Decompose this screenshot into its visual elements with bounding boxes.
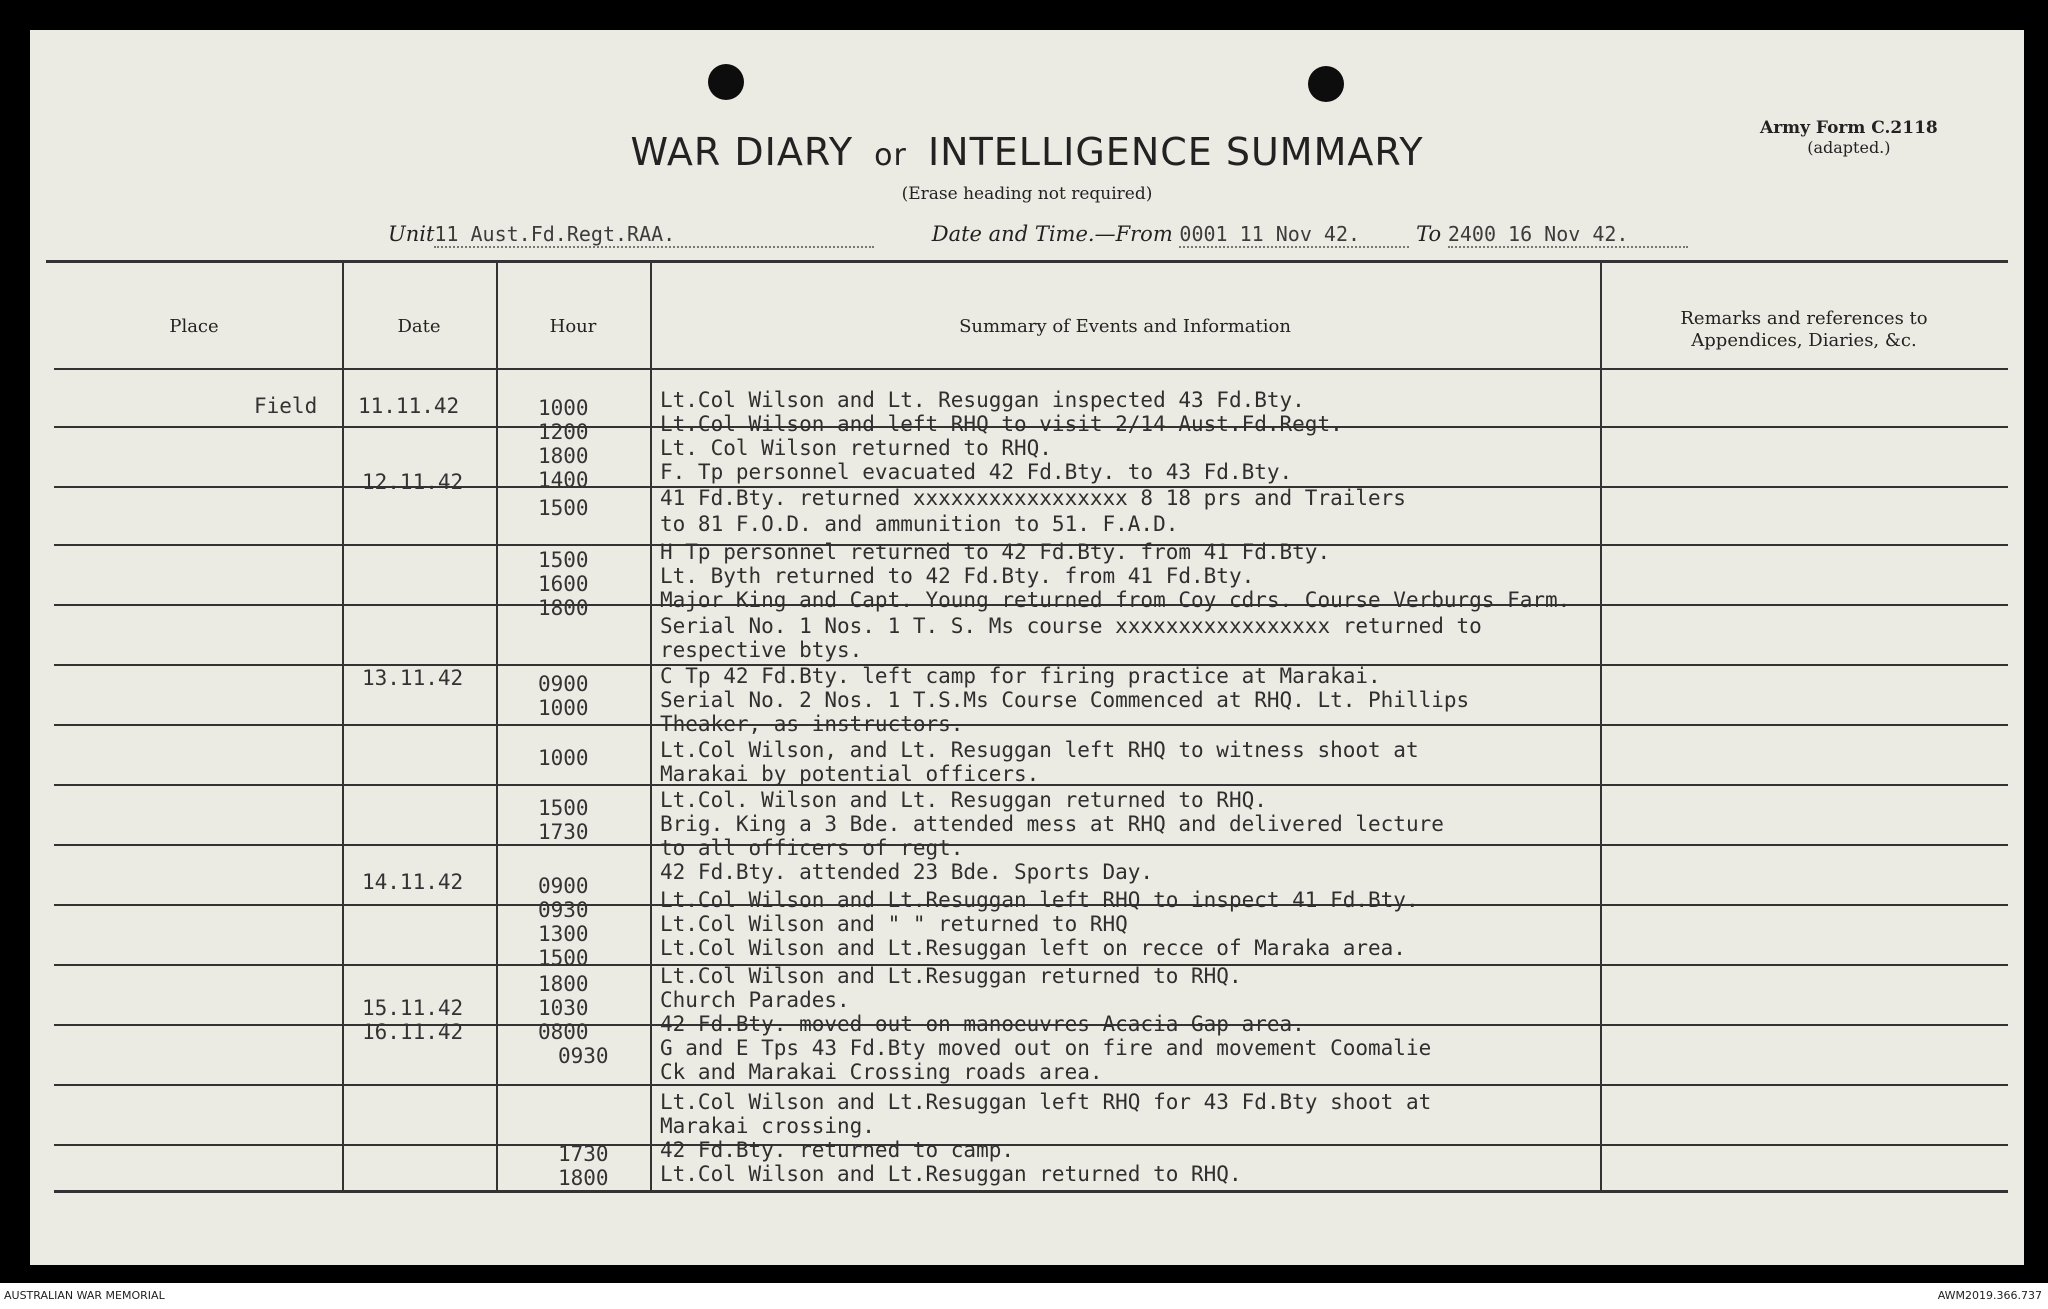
hour-cell: 1730 (558, 1142, 609, 1166)
page-title (30, 130, 2024, 174)
summary-line: Church Parades. (660, 988, 850, 1012)
col-rule (1600, 260, 1602, 1190)
row-rule (54, 844, 2008, 846)
unit-value: 11 Aust.Fd.Regt.RAA. (434, 222, 676, 246)
date-to-value: 2400 16 Nov 42. (1447, 222, 1629, 246)
col-rule (650, 260, 652, 1190)
hour-cell: 1000 (538, 396, 589, 420)
summary-line: Lt.Col Wilson and left RHQ to visit 2/14 Aust.Fd.Regt. (660, 412, 1343, 436)
title-or: or (874, 138, 907, 173)
date-from-value: 0001 11 Nov 42. (1179, 222, 1361, 246)
row-rule (54, 724, 2008, 726)
unit-label: Unit (388, 222, 435, 246)
date-from-label: Date and Time.—From (931, 222, 1173, 246)
summary-line: respective btys. (660, 638, 863, 662)
summary-line: G and E Tps 43 Fd.Bty moved out on fire and movement Coomalie (660, 1036, 1432, 1060)
date-to-label: To (1416, 222, 1442, 246)
page-subtitle: (Erase heading not required) (901, 184, 1153, 204)
summary-line: Lt.Col Wilson and Lt.Resuggan left on recce of Maraka area. (660, 936, 1406, 960)
punch-hole-left (708, 64, 744, 100)
hour-cell: 1800 (538, 444, 589, 468)
col-header-summary: Summary of Events and Information (959, 316, 1291, 337)
summary-line: Marakai crossing. (660, 1114, 875, 1138)
hour-cell: 1800 (558, 1166, 609, 1190)
hour-cell: 0900 (538, 874, 589, 898)
hour-cell: 1500 (538, 796, 589, 820)
footer-reference: AWM2019.366.737 (1937, 1289, 2042, 1302)
col-header-remarks (1600, 308, 2008, 352)
hour-cell: 1200 (538, 420, 589, 444)
col-header-hour: Hour (549, 316, 597, 337)
hour-cell: 1730 (538, 820, 589, 844)
date-cell: 12.11.42 (362, 470, 464, 494)
summary-line: Brig. King a 3 Bde. attended mess at RHQ and delivered lecture (660, 812, 1444, 836)
table-top-rule (46, 260, 2008, 263)
col-rule (342, 260, 344, 1190)
summary-line: Lt.Col Wilson and Lt.Resuggan left RHQ for 43 Fd.Bty shoot at (660, 1090, 1432, 1114)
summary-line: Ck and Marakai Crossing roads area. (660, 1060, 1103, 1084)
date-cell: 16.11.42 (362, 1020, 464, 1044)
hour-cell: 0900 (538, 672, 589, 696)
hour-cell: 1030 (538, 996, 589, 1020)
table-bottom-rule (54, 1190, 2008, 1193)
summary-line: Lt.Col Wilson and Lt.Resuggan returned to RHQ. (660, 1162, 1242, 1186)
footer-bar (0, 1283, 2048, 1309)
hour-cell: 1600 (538, 572, 589, 596)
punch-hole-right (1308, 66, 1344, 102)
summary-line: Major King and Capt. Young returned from Coy cdrs. Course Verburgs Farm. (660, 588, 1571, 612)
header-rule (54, 368, 2008, 370)
hour-cell: 1000 (538, 696, 589, 720)
hour-cell: 0930 (558, 1044, 609, 1068)
hour-cell: 1800 (538, 972, 589, 996)
summary-line: 42 Fd.Bty. moved out on manoeuvres Acacia Gap area. (660, 1012, 1305, 1036)
summary-line: Lt.Col Wilson and " " returned to RHQ (660, 912, 1128, 936)
hour-cell: 0800 (538, 1020, 589, 1044)
summary-line: Theaker, as instructors. (660, 712, 964, 736)
row-rule (54, 1084, 2008, 1086)
summary-line: Serial No. 1 Nos. 1 T. S. Ms course xxxxxxxxxxxxxxxxx returned to (660, 614, 1482, 638)
army-form-number: Army Form C.2118 (1760, 118, 1938, 138)
diary-table (46, 260, 2008, 1202)
remarks-header-line1: Remarks and references to (1680, 308, 1928, 329)
summary-line: C Tp 42 Fd.Bty. left camp for firing practice at Marakai. (660, 664, 1381, 688)
date-cell: 14.11.42 (362, 870, 464, 894)
date-cell: 13.11.42 (362, 666, 464, 690)
hour-cell: 0930 (538, 898, 589, 922)
army-form-label (1760, 118, 1938, 158)
army-form-note: (adapted.) (1807, 138, 1891, 157)
hour-cell: 1500 (538, 946, 589, 970)
col-header-place: Place (169, 316, 219, 337)
col-header-date: Date (397, 316, 441, 337)
summary-line: Lt.Col Wilson, and Lt. Resuggan left RHQ to witness shoot at (660, 738, 1419, 762)
hour-cell: 1500 (538, 496, 589, 520)
summary-line: 42 Fd.Bty. returned to camp. (660, 1138, 1015, 1162)
hour-cell: 1400 (538, 468, 589, 492)
summary-line: Lt. Byth returned to 42 Fd.Bty. from 41 Fd.Bty. (660, 564, 1255, 588)
place-cell: Field (254, 394, 318, 418)
summary-line: to all officers of regt. (660, 836, 964, 860)
hour-cell: 1300 (538, 922, 589, 946)
summary-line: Lt.Col Wilson and Lt.Resuggan returned to RHQ. (660, 964, 1242, 988)
hour-cell: 1500 (538, 548, 589, 572)
title-war-diary: WAR DIARY (630, 130, 854, 174)
date-cell: 15.11.42 (362, 996, 464, 1020)
summary-line: 42 Fd.Bty. attended 23 Bde. Sports Day. (660, 860, 1154, 884)
summary-line: Lt.Col Wilson and Lt.Resuggan left RHQ to inspect 41 Fd.Bty. (660, 888, 1419, 912)
diary-page (30, 30, 2024, 1265)
remarks-header-line2: Appendices, Diaries, &c. (1691, 330, 1917, 351)
unit-date-line (388, 222, 1688, 248)
summary-line: Lt.Col. Wilson and Lt. Resuggan returned to RHQ. (660, 788, 1267, 812)
hour-cell: 1800 (538, 596, 589, 620)
row-rule (54, 1144, 2008, 1146)
summary-line: Lt. Col Wilson returned to RHQ. (660, 436, 1052, 460)
summary-line: Marakai by potential officers. (660, 762, 1040, 786)
summary-line: H Tp personnel returned to 42 Fd.Bty. from 41 Fd.Bty. (660, 540, 1331, 564)
footer-credit: AUSTRALIAN WAR MEMORIAL (4, 1289, 165, 1302)
date-cell: 11.11.42 (358, 394, 460, 418)
summary-line: 41 Fd.Bty. returned xxxxxxxxxxxxxxxxx 8 18 prs and Trailers (660, 486, 1406, 510)
summary-line: Lt.Col Wilson and Lt. Resuggan inspected 43 Fd.Bty. (660, 388, 1305, 412)
summary-line: F. Tp personnel evacuated 42 Fd.Bty. to 43 Fd.Bty. (660, 460, 1293, 484)
title-intelligence-summary: INTELLIGENCE SUMMARY (927, 130, 1424, 174)
hour-cell: 1000 (538, 746, 589, 770)
summary-line: Serial No. 2 Nos. 1 T.S.Ms Course Commenced at RHQ. Lt. Phillips (660, 688, 1470, 712)
col-rule (496, 260, 498, 1190)
summary-line: to 81 F.O.D. and ammunition to 51. F.A.D. (660, 512, 1179, 536)
